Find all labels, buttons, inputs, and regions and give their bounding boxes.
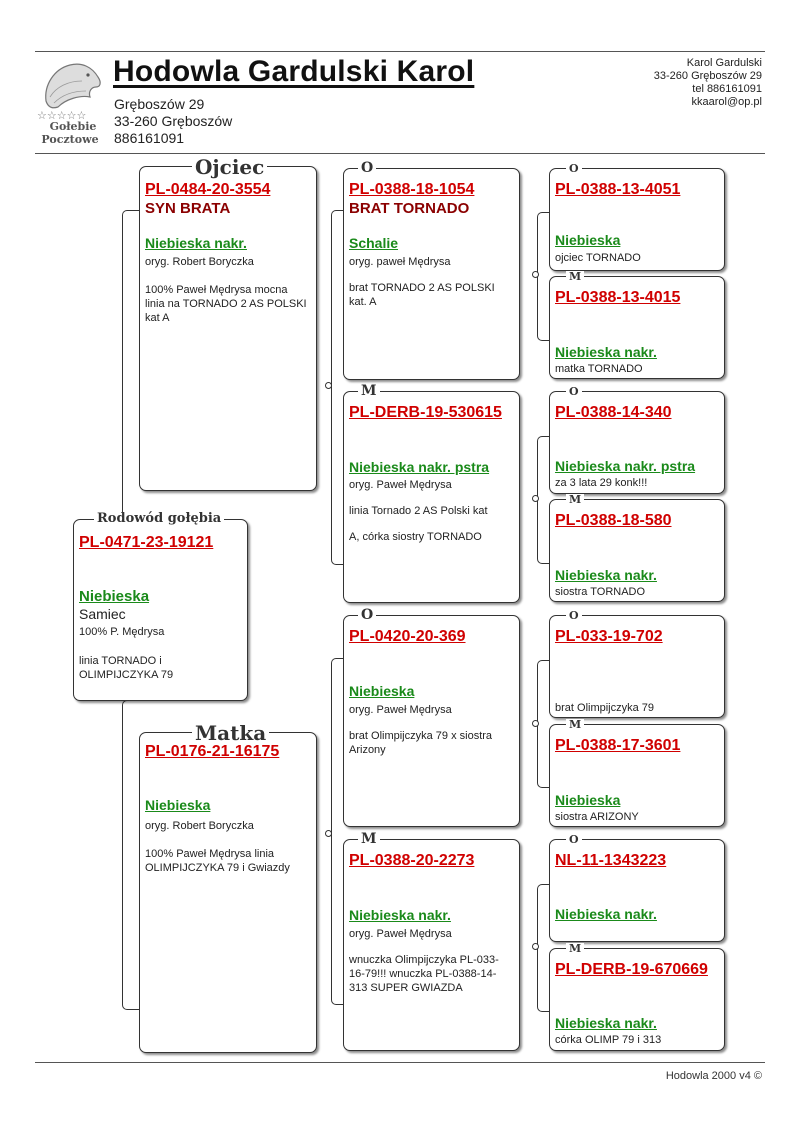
mother-desc: 100% Paweł Mędrysa linia OLIMPIJCZYKA 79 i Gwiazdy (145, 848, 290, 874)
great-grandparent-note: siostra ARIZONY (555, 811, 639, 823)
father-breeder: oryg. Robert Boryczka (145, 256, 254, 268)
paternal-grandfather-breeder: oryg. paweł Mędrysa (349, 256, 451, 268)
paternal-grandmother-card (343, 383, 520, 603)
subject-ring[interactable]: PL-0471-23-19121 (79, 534, 214, 551)
great-grandparent-label: M (566, 943, 584, 954)
paternal-grandmother-desc-2: A, córka siostry TORNADO (349, 531, 482, 543)
great-grandparent-ring[interactable]: NL-11-1343223 (555, 852, 667, 869)
mother-ring[interactable]: PL-0176-21-16175 (145, 743, 280, 760)
maternal-grandmother-color: Niebieska nakr. (349, 907, 451, 923)
great-grandparent-color: Niebieska nakr. (555, 906, 657, 922)
maternal-grandmother-card (343, 831, 520, 1051)
maternal-grandmother-desc: wnuczka Olimpijczyka PL-033-16-79!!! wnuczka PL-0388-14-313 SUPER GWIAZDA (349, 954, 499, 994)
paternal-grandmother-desc-1: linia Tornado 2 AS Polski kat (349, 505, 488, 517)
maternal-grandfather-breeder: oryg. Paweł Mędrysa (349, 704, 452, 716)
footer-credit: Hodowla 2000 v4 © (665, 1070, 762, 1082)
footer-rule (35, 1062, 765, 1063)
header-rule (35, 153, 765, 154)
page-title: Hodowla Gardulski Karol (113, 55, 475, 88)
connector-dot (532, 495, 539, 502)
paternal-grandfather-ring[interactable]: PL-0388-18-1054 (349, 181, 475, 198)
great-grandparent-card (549, 385, 725, 494)
great-grandparent-label: M (566, 494, 584, 505)
great-grandparent-note: za 3 lata 29 konk!!! (555, 477, 648, 489)
great-grandparent-label: M (566, 719, 584, 730)
maternal-grandfather-label: O (358, 608, 376, 622)
father-label: Ojciec (192, 157, 267, 177)
great-grandparent-note: matka TORNADO (555, 363, 643, 375)
logo-text-2: Pocztowe (41, 133, 99, 146)
paternal-grandmother-color: Niebieska nakr. pstra (349, 459, 490, 475)
maternal-grandfather-ring[interactable]: PL-0420-20-369 (349, 628, 466, 645)
great-grandparent-card (549, 833, 725, 942)
connector-dot (532, 943, 539, 950)
great-grandparent-card (549, 493, 725, 602)
maternal-grandmother-ring[interactable]: PL-0388-20-2273 (349, 852, 475, 869)
father-color: Niebieska nakr. (145, 235, 247, 251)
paternal-grandfather-color: Schalie (349, 235, 399, 251)
maternal-grandfather-card (343, 607, 520, 827)
subject-color: Niebieska (79, 588, 150, 605)
great-grandparent-card (549, 270, 725, 379)
paternal-grandmother-label: M (358, 384, 380, 398)
connector-dot (325, 382, 332, 389)
great-grandparent-color: Niebieska (555, 232, 621, 248)
maternal-grandfather-color: Niebieska (349, 683, 415, 699)
maternal-grandmother-breeder: oryg. Paweł Mędrysa (349, 928, 452, 940)
great-grandparent-note: ojciec TORNADO (555, 252, 641, 264)
mother-breeder: oryg. Robert Boryczka (145, 820, 254, 832)
svg-text:☆☆☆☆☆: ☆☆☆☆☆ (37, 109, 87, 122)
paternal-grandfather-name: BRAT TORNADO (349, 200, 470, 217)
mother-label: Matka (192, 723, 269, 743)
owner-email: kkaarol@op.pl (691, 96, 762, 108)
top-rule (35, 51, 765, 52)
great-grandparent-label: O (566, 386, 582, 397)
great-grandparent-label: O (566, 610, 582, 621)
maternal-grandfather-desc: brat Olimpijczyka 79 x siostra Arizony (349, 730, 493, 756)
great-grandparent-ring[interactable]: PL-0388-14-340 (555, 404, 672, 421)
connector-dot (532, 271, 539, 278)
great-grandparent-card (549, 718, 725, 827)
father-desc: 100% Paweł Mędrysa mocna linia na TORNADO 2 AS POLSKI kat A (145, 284, 307, 324)
mother-card (139, 721, 317, 1053)
father-ring[interactable]: PL-0484-20-3554 (145, 181, 271, 198)
paternal-grandfather-desc: brat TORNADO 2 AS POLSKI kat. A (349, 282, 495, 308)
great-grandparent-ring[interactable]: PL-0388-17-3601 (555, 737, 681, 754)
mother-color: Niebieska (145, 797, 211, 813)
maternal-grandmother-label: M (358, 832, 380, 846)
great-grandparent-note: córka OLIMP 79 i 313 (555, 1034, 662, 1046)
paternal-grandmother-breeder: oryg. Paweł Mędrysa (349, 479, 452, 491)
great-grandparent-card (549, 942, 725, 1051)
great-grandparent-label: O (566, 834, 582, 845)
great-grandparent-color: Niebieska (555, 792, 621, 808)
pigeon-logo (36, 57, 108, 145)
logo-text-1: Gołebie (49, 120, 97, 133)
great-grandparent-note: siostra TORNADO (555, 586, 646, 598)
paternal-grandfather-label: O (358, 161, 376, 175)
father-card (139, 155, 317, 491)
great-grandparent-color: Niebieska nakr. (555, 1015, 657, 1031)
owner-phone: tel 886161091 (692, 83, 762, 95)
header-phone: 886161091 (114, 130, 185, 146)
great-grandparent-ring[interactable]: PL-0388-18-580 (555, 512, 672, 529)
great-grandparent-ring[interactable]: PL-0388-13-4015 (555, 289, 681, 306)
great-grandparent-color: Niebieska nakr. (555, 567, 657, 583)
owner-address: 33-260 Gręboszów 29 (653, 70, 762, 82)
paternal-grandmother-ring[interactable]: PL-DERB-19-530615 (349, 404, 502, 421)
subject-label: Rodowód gołębia (94, 512, 224, 525)
great-grandparent-note: brat Olimpijczyka 79 (555, 702, 655, 714)
owner-name: Karol Gardulski (686, 57, 762, 69)
subject-sex: Samiec (79, 606, 126, 622)
subject-line-2: linia TORNADO i OLIMPIJCZYKA 79 (79, 655, 174, 681)
great-grandparent-card (549, 162, 725, 271)
connector-dot (532, 720, 539, 727)
header-address-1: Gręboszów 29 (114, 96, 205, 112)
great-grandparent-label: O (566, 163, 582, 174)
connector-dot (325, 830, 332, 837)
great-grandparent-card (549, 609, 725, 718)
great-grandparent-color: Niebieska nakr. (555, 344, 657, 360)
header-address-2: 33-260 Gręboszów (114, 113, 233, 129)
subject-line-1: 100% P. Mędrysa (79, 626, 165, 638)
great-grandparent-ring[interactable]: PL-0388-13-4051 (555, 181, 681, 198)
paternal-grandfather-card (343, 160, 520, 380)
great-grandparent-ring[interactable]: PL-033-19-702 (555, 628, 663, 645)
great-grandparent-ring[interactable]: PL-DERB-19-670669 (555, 961, 708, 978)
great-grandparent-label: M (566, 271, 584, 282)
great-grandparent-color: Niebieska nakr. pstra (555, 458, 696, 474)
father-name: SYN BRATA (145, 200, 231, 217)
subject-card (73, 511, 248, 701)
